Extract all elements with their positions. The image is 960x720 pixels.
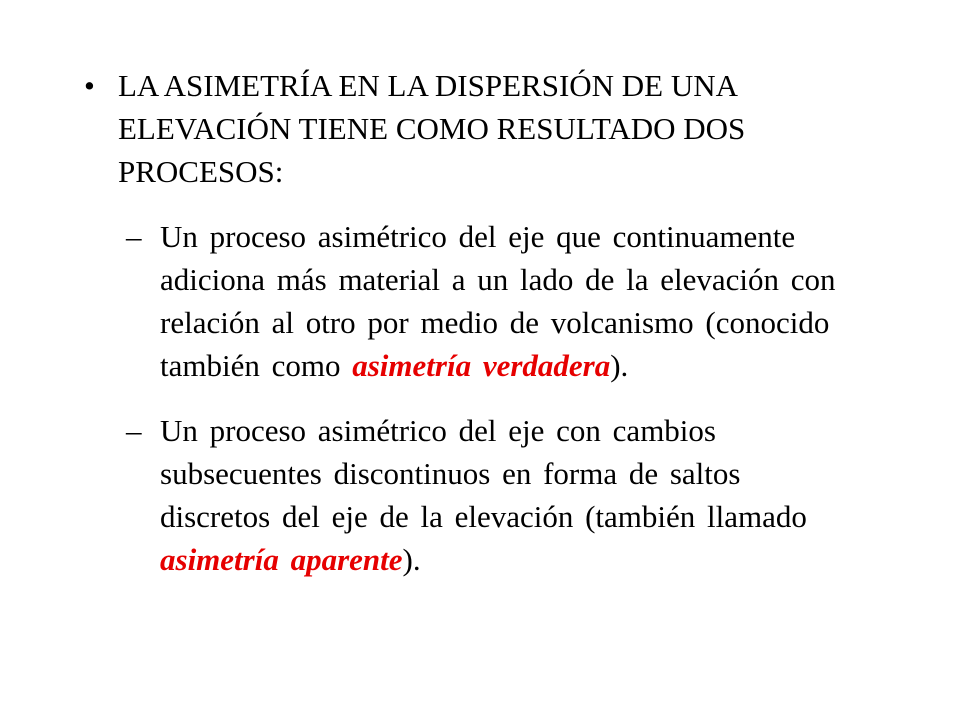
sub-item-text — [160, 409, 860, 581]
sub-item-text-after: ). — [610, 348, 629, 383]
sub-item-text-after: ). — [402, 542, 421, 577]
emphasis-term: asimetría verdadera — [352, 348, 611, 383]
sub-item-true-asymmetry — [126, 215, 884, 387]
sub-item-text-before: Un proceso asimétrico del eje con cambios subsecuentes discontinuos en forma de saltos discretos del eje de la elevación (también llamado — [160, 413, 807, 534]
sub-item-text — [160, 215, 860, 387]
dash-marker: – — [126, 413, 142, 448]
bullet-heading-text: LA ASIMETRÍA EN LA DISPERSIÓN DE UNA ELEVACIÓN TIENE COMO RESULTADO DOS PROCESOS: — [118, 68, 746, 189]
sub-item-apparent-asymmetry — [126, 409, 884, 581]
sub-item-text-before: Un proceso asimétrico del eje que continuamente adiciona más material a un lado de la elevación con relación al otro por medio de volcanismo (conocido también como — [160, 219, 836, 383]
bullet-marker: • — [84, 68, 95, 103]
emphasis-term: asimetría aparente — [160, 542, 403, 577]
main-bullet — [84, 64, 884, 581]
dash-marker: – — [126, 219, 142, 254]
